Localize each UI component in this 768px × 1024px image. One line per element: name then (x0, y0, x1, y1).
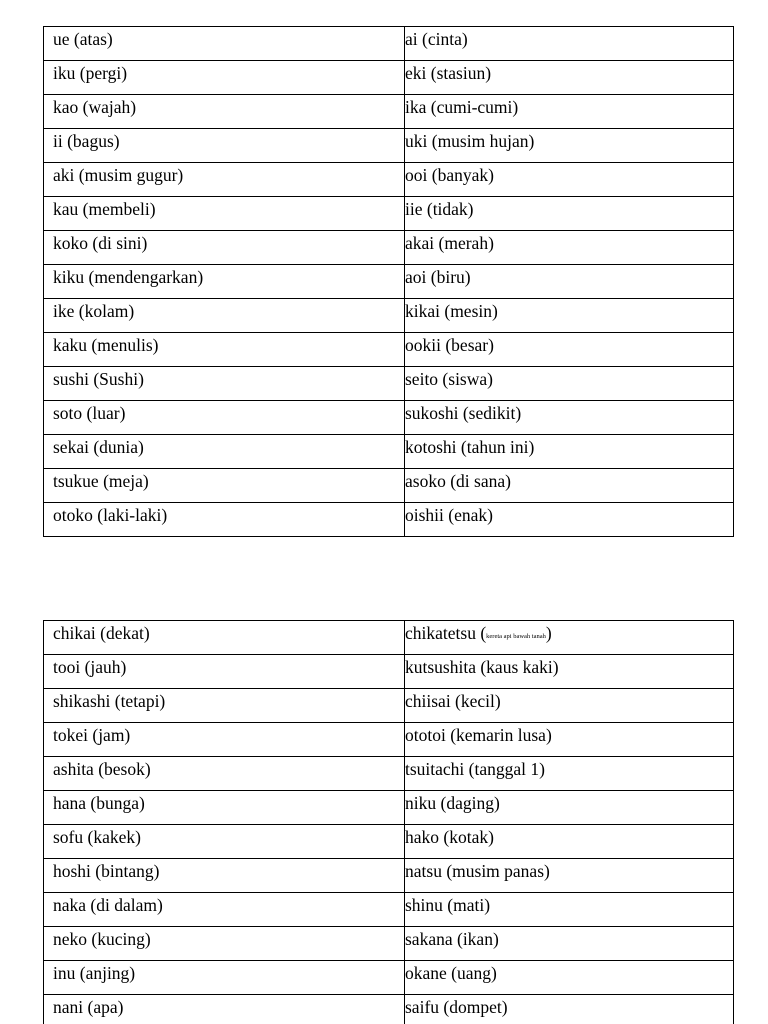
table-row (44, 503, 734, 537)
vocab-cell-right: sakana (ikan) (405, 927, 734, 961)
vocab-cell-right: uki (musim hujan) (405, 129, 734, 163)
vocab-cell-right: hako (kotak) (405, 825, 734, 859)
table-row (44, 163, 734, 197)
vocab-word: chikatetsu ( (405, 623, 487, 643)
table-row (44, 61, 734, 95)
vocab-cell-left: chikai (dekat) (44, 621, 405, 655)
vocab-cell-left: ii (bagus) (44, 129, 405, 163)
vocab-cell-right: asoko (di sana) (405, 469, 734, 503)
vocabulary-table-1 (43, 26, 734, 537)
table-row (44, 95, 734, 129)
vocab-cell-left: naka (di dalam) (44, 893, 405, 927)
table-row (44, 231, 734, 265)
vocab-cell-left: soto (luar) (44, 401, 405, 435)
vocab-cell-left: neko (kucing) (44, 927, 405, 961)
vocab-cell-right: chiisai (kecil) (405, 689, 734, 723)
vocab-cell-left: iku (pergi) (44, 61, 405, 95)
table-row (44, 825, 734, 859)
vocab-cell-left: nani (apa) (44, 995, 405, 1024)
vocab-cell-right: akai (merah) (405, 231, 734, 265)
vocab-cell-right: ookii (besar) (405, 333, 734, 367)
vocab-cell-right: oishii (enak) (405, 503, 734, 537)
vocab-cell-left: shikashi (tetapi) (44, 689, 405, 723)
vocab-cell-left: otoko (laki-laki) (44, 503, 405, 537)
vocab-cell-right: niku (daging) (405, 791, 734, 825)
table-row (44, 927, 734, 961)
vocab-cell-right: eki (stasiun) (405, 61, 734, 95)
vocab-cell-right: iie (tidak) (405, 197, 734, 231)
vocab-cell-right: kikai (mesin) (405, 299, 734, 333)
table-row (44, 791, 734, 825)
vocab-cell-right: sukoshi (sedikit) (405, 401, 734, 435)
vocab-cell-right: kutsushita (kaus kaki) (405, 655, 734, 689)
vocab-cell-left: kaku (menulis) (44, 333, 405, 367)
table-row (44, 859, 734, 893)
table-row (44, 893, 734, 927)
table-row (44, 757, 734, 791)
vocabulary-table-2 (43, 620, 734, 1024)
table-row (44, 333, 734, 367)
table-row (44, 129, 734, 163)
vocab-cell-right: saifu (dompet) (405, 995, 734, 1024)
vocab-cell-left: tsukue (meja) (44, 469, 405, 503)
vocab-cell-left: hana (bunga) (44, 791, 405, 825)
vocab-cell-right: natsu (musim panas) (405, 859, 734, 893)
vocab-cell-left: kau (membeli) (44, 197, 405, 231)
table-row (44, 299, 734, 333)
vocab-cell-left: koko (di sini) (44, 231, 405, 265)
vocab-cell-left: kao (wajah) (44, 95, 405, 129)
table-row (44, 655, 734, 689)
vocab-cell-left: ike (kolam) (44, 299, 405, 333)
vocab-cell-right: ooi (banyak) (405, 163, 734, 197)
vocab-cell-right: ika (cumi-cumi) (405, 95, 734, 129)
vocab-cell-right: ototoi (kemarin lusa) (405, 723, 734, 757)
vocab-cell-left: kiku (mendengarkan) (44, 265, 405, 299)
table-row (44, 723, 734, 757)
vocab-cell-left: aki (musim gugur) (44, 163, 405, 197)
table-row (44, 27, 734, 61)
vocab-cell-right (405, 621, 734, 655)
table-row (44, 265, 734, 299)
vocab-cell-left: hoshi (bintang) (44, 859, 405, 893)
vocab-cell-left: sushi (Sushi) (44, 367, 405, 401)
table-row (44, 401, 734, 435)
table-row (44, 995, 734, 1024)
table-row (44, 435, 734, 469)
vocab-cell-right: tsuitachi (tanggal 1) (405, 757, 734, 791)
vocab-cell-right: kotoshi (tahun ini) (405, 435, 734, 469)
vocab-cell-left: inu (anjing) (44, 961, 405, 995)
vocab-cell-right: seito (siswa) (405, 367, 734, 401)
vocab-cell-left: tokei (jam) (44, 723, 405, 757)
vocab-cell-left: sofu (kakek) (44, 825, 405, 859)
vocab-meaning-small: kereta api bawah tanah (486, 633, 546, 640)
table-row (44, 367, 734, 401)
vocab-cell-left: tooi (jauh) (44, 655, 405, 689)
vocab-cell-left: ashita (besok) (44, 757, 405, 791)
table-row (44, 197, 734, 231)
table-row (44, 961, 734, 995)
vocab-cell-right: ai (cinta) (405, 27, 734, 61)
vocab-cell-right: aoi (biru) (405, 265, 734, 299)
vocab-cell-right: okane (uang) (405, 961, 734, 995)
vocab-cell-right: shinu (mati) (405, 893, 734, 927)
vocab-cell-left: ue (atas) (44, 27, 405, 61)
table-row (44, 689, 734, 723)
table-row (44, 621, 734, 655)
vocab-cell-left: sekai (dunia) (44, 435, 405, 469)
table-row (44, 469, 734, 503)
vocab-close-paren: ) (545, 623, 552, 643)
